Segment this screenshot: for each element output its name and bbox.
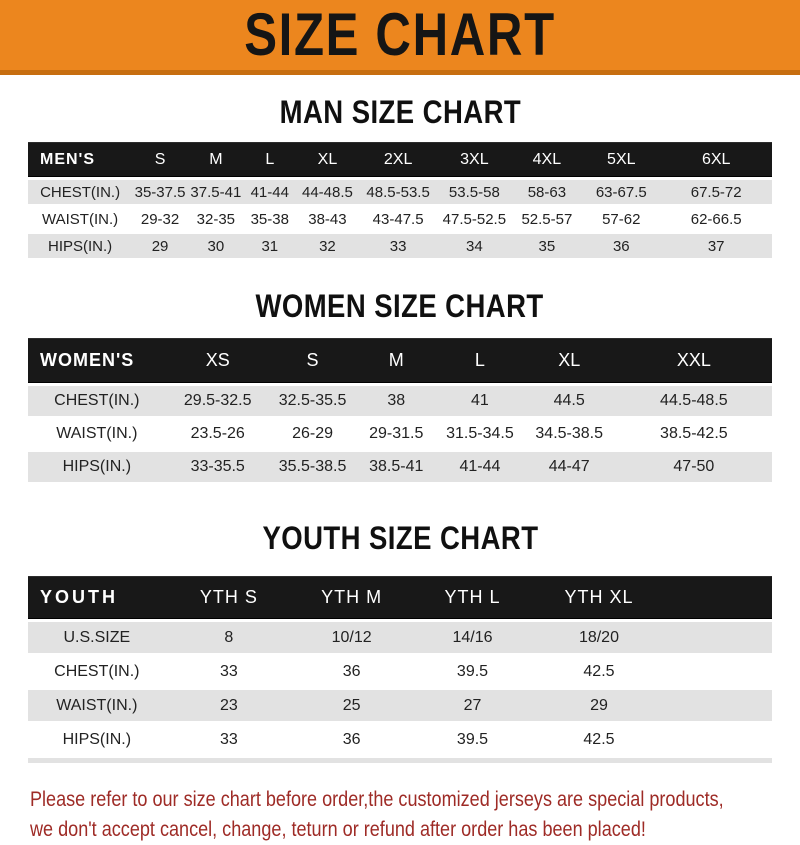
row-label: U.S.SIZE: [28, 622, 166, 653]
size-col-header: YTH L: [411, 576, 534, 619]
value-cell: 33: [166, 656, 292, 687]
value-cell: 8: [166, 622, 292, 653]
value-cell: 26-29: [270, 419, 356, 449]
youth-hips-row: [28, 724, 772, 755]
value-cell: 29: [132, 234, 188, 258]
footer-note: [30, 785, 800, 845]
value-cell: 57-62: [582, 207, 660, 231]
youth-heading-text: YOUTH SIZE CHART: [262, 520, 538, 556]
value-cell: 67.5-72: [660, 180, 772, 204]
value-cell: 44.5-48.5: [616, 386, 772, 416]
value-cell: 30: [188, 234, 244, 258]
value-cell: 41: [437, 386, 523, 416]
value-cell: 39.5: [411, 724, 534, 755]
women-chest-row: [28, 386, 772, 416]
value-cell: 38.5-41: [355, 452, 437, 482]
value-cell: 39.5: [411, 656, 534, 687]
size-col-header: XL: [523, 338, 616, 383]
row-label: CHEST(IN.): [28, 656, 166, 687]
row-label: HIPS(IN.): [28, 452, 166, 482]
value-cell: 47-50: [616, 452, 772, 482]
footer-line-1: Please refer to our size chart before order,the customized jerseys are special products,: [30, 788, 724, 811]
women-section-heading: [0, 289, 800, 323]
youth-section-heading: [0, 521, 800, 555]
men-hips-row: [28, 234, 772, 258]
value-cell: 42.5: [534, 656, 664, 687]
value-cell: 36: [292, 656, 411, 687]
size-col-header: 4XL: [512, 142, 583, 177]
value-cell: 35-38: [244, 207, 296, 231]
value-cell: 44-48.5: [296, 180, 359, 204]
value-cell: 14/16: [411, 622, 534, 653]
spacer-cell: [664, 724, 772, 755]
row-label: WAIST(IN.): [28, 207, 132, 231]
size-col-header: M: [355, 338, 437, 383]
row-label: WAIST(IN.): [28, 419, 166, 449]
size-col-header: M: [188, 142, 244, 177]
youth-ussize-row: [28, 622, 772, 653]
value-cell: 41-44: [437, 452, 523, 482]
women-waist-row: [28, 419, 772, 449]
value-cell: 44-47: [523, 452, 616, 482]
value-cell: 35-37.5: [132, 180, 188, 204]
value-cell: 38.5-42.5: [616, 419, 772, 449]
size-col-header: L: [437, 338, 523, 383]
women-heading-text: WOMEN SIZE CHART: [255, 288, 545, 324]
value-cell: 23.5-26: [166, 419, 270, 449]
value-cell: 29-32: [132, 207, 188, 231]
size-col-header: 2XL: [359, 142, 437, 177]
size-chart-banner: [0, 0, 800, 75]
size-col-header: YTH M: [292, 576, 411, 619]
value-cell: 10/12: [292, 622, 411, 653]
size-col-header: XS: [166, 338, 270, 383]
value-cell: 44.5: [523, 386, 616, 416]
spacer-cell: [664, 622, 772, 653]
spacer-cell: [664, 656, 772, 687]
banner-title: SIZE CHART: [244, 1, 556, 68]
value-cell: 27: [411, 690, 534, 721]
value-cell: 62-66.5: [660, 207, 772, 231]
size-col-header: S: [132, 142, 188, 177]
footer-line-2: we don't accept cancel, change, teturn or refund after order has been placed!: [30, 818, 646, 841]
size-col-header: L: [244, 142, 296, 177]
value-cell: 36: [582, 234, 660, 258]
value-cell: 29: [534, 690, 664, 721]
value-cell: 38-43: [296, 207, 359, 231]
men-table-label: MEN'S: [28, 142, 132, 177]
value-cell: 43-47.5: [359, 207, 437, 231]
value-cell: 29.5-32.5: [166, 386, 270, 416]
men-heading-text: MAN SIZE CHART: [279, 94, 521, 130]
value-cell: 29-31.5: [355, 419, 437, 449]
row-label: CHEST(IN.): [28, 180, 132, 204]
row-label: HIPS(IN.): [28, 724, 166, 755]
value-cell: 63-67.5: [582, 180, 660, 204]
size-col-header: 6XL: [660, 142, 772, 177]
size-col-header: YTH S: [166, 576, 292, 619]
size-col-header: XXL: [616, 338, 772, 383]
women-table-label: WOMEN'S: [28, 338, 166, 383]
men-section-heading: [0, 95, 800, 129]
value-cell: 31.5-34.5: [437, 419, 523, 449]
value-cell: 42.5: [534, 724, 664, 755]
value-cell: 48.5-53.5: [359, 180, 437, 204]
value-cell: 23: [166, 690, 292, 721]
women-header-row: [28, 338, 772, 383]
row-label: CHEST(IN.): [28, 386, 166, 416]
value-cell: 18/20: [534, 622, 664, 653]
men-size-table: [28, 139, 772, 261]
size-col-header: XL: [296, 142, 359, 177]
size-col-header: YTH XL: [534, 576, 664, 619]
youth-size-table: [28, 573, 772, 758]
value-cell: 33: [166, 724, 292, 755]
value-cell: 41-44: [244, 180, 296, 204]
value-cell: 32-35: [188, 207, 244, 231]
value-cell: 36: [292, 724, 411, 755]
size-col-header: 5XL: [582, 142, 660, 177]
row-label: HIPS(IN.): [28, 234, 132, 258]
value-cell: 31: [244, 234, 296, 258]
spacer-cell: [664, 690, 772, 721]
value-cell: 37: [660, 234, 772, 258]
men-header-row: [28, 142, 772, 177]
women-hips-row: [28, 452, 772, 482]
size-col-header: S: [270, 338, 356, 383]
value-cell: 35: [512, 234, 583, 258]
value-cell: 33: [359, 234, 437, 258]
value-cell: 34.5-38.5: [523, 419, 616, 449]
value-cell: 32.5-35.5: [270, 386, 356, 416]
youth-waist-row: [28, 690, 772, 721]
row-label: WAIST(IN.): [28, 690, 166, 721]
youth-table-label: YOUTH: [28, 576, 166, 619]
value-cell: 38: [355, 386, 437, 416]
value-cell: 25: [292, 690, 411, 721]
value-cell: 58-63: [512, 180, 583, 204]
youth-chest-row: [28, 656, 772, 687]
value-cell: 32: [296, 234, 359, 258]
size-col-header: 3XL: [437, 142, 511, 177]
men-chest-row: [28, 180, 772, 204]
men-waist-row: [28, 207, 772, 231]
women-size-table: [28, 335, 772, 485]
value-cell: 52.5-57: [512, 207, 583, 231]
value-cell: 53.5-58: [437, 180, 511, 204]
value-cell: 47.5-52.5: [437, 207, 511, 231]
value-cell: 37.5-41: [188, 180, 244, 204]
header-spacer-cell: [664, 576, 772, 619]
value-cell: 33-35.5: [166, 452, 270, 482]
value-cell: 35.5-38.5: [270, 452, 356, 482]
youth-table-bottom-bar: [28, 758, 772, 763]
value-cell: 34: [437, 234, 511, 258]
youth-header-row: [28, 576, 772, 619]
